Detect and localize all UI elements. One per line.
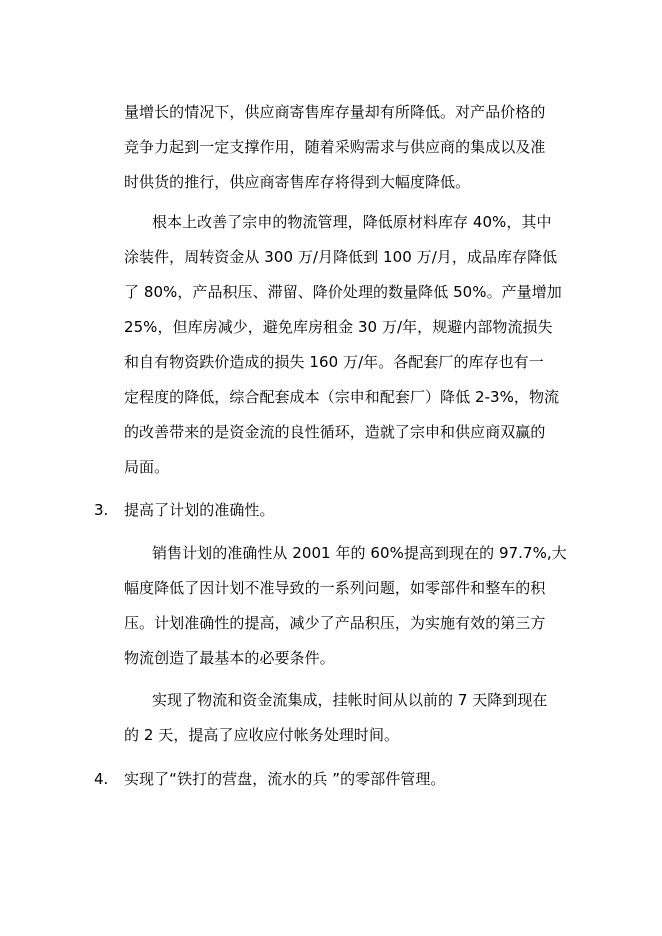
paragraph-2-line-8: 局面。 [124, 458, 170, 476]
paragraph-3-line-3: 压。计划准确性的提高，减少了产品积压，为实施有效的第三方 [124, 614, 546, 632]
paragraph-2-line-5: 和自有物资跌价造成的损失 160 万/年。各配套厂的库存也有一 [124, 353, 544, 371]
paragraph-2-line-1: 根本上改善了宗申的物流管理，降低原材料库存 40%，其中 [152, 213, 552, 231]
paragraph-4-line-1: 实现了物流和资金流集成，挂帐时间从以前的 7 天降到现在 [152, 691, 548, 709]
paragraph-3-line-2: 幅度降低了因计划不准导致的一系列问题，如零部件和整车的积 [124, 579, 546, 597]
list-item-4-text: 实现了“铁打的营盘，流水的兵 ”的零部件管理。 [124, 770, 446, 788]
paragraph-3-line-1: 销售计划的准确性从 2001 年的 60%提高到现在的 97.7%,大 [152, 544, 567, 562]
paragraph-1-line-3: 时供货的推行，供应商寄售库存将得到大幅度降低。 [124, 173, 471, 191]
list-item-4-number: 4. [94, 770, 109, 788]
paragraph-2-line-4: 25%，但库房减少，避免库房租金 30 万/年，规避内部物流损失 [124, 318, 553, 336]
paragraph-2-line-2: 涂装件，周转资金从 300 万/月降低到 100 万/月，成品库存降低 [124, 248, 558, 266]
paragraph-3-line-4: 物流创造了最基本的必要条件。 [124, 649, 335, 667]
list-item-3-text: 提高了计划的准确性。 [124, 501, 275, 519]
paragraph-1-line-1: 量增长的情况下，供应商寄售库存量却有所降低。对产品价格的 [124, 103, 546, 121]
paragraph-4-line-2: 的 2 天，提高了应收应付帐务处理时间。 [124, 726, 400, 744]
paragraph-1-line-2: 竞争力起到一定支撑作用，随着采购需求与供应商的集成以及准 [124, 138, 546, 156]
paragraph-2-line-6: 定程度的降低，综合配套成本（宗申和配套厂）降低 2-3%，物流 [124, 388, 560, 406]
paragraph-2-line-3: 了 80%，产品积压、滞留、降价处理的数量降低 50%。产量增加 [124, 283, 562, 301]
paragraph-2-line-7: 的改善带来的是资金流的良性循环，造就了宗申和供应商双赢的 [124, 423, 546, 441]
list-item-3-number: 3. [94, 501, 109, 519]
